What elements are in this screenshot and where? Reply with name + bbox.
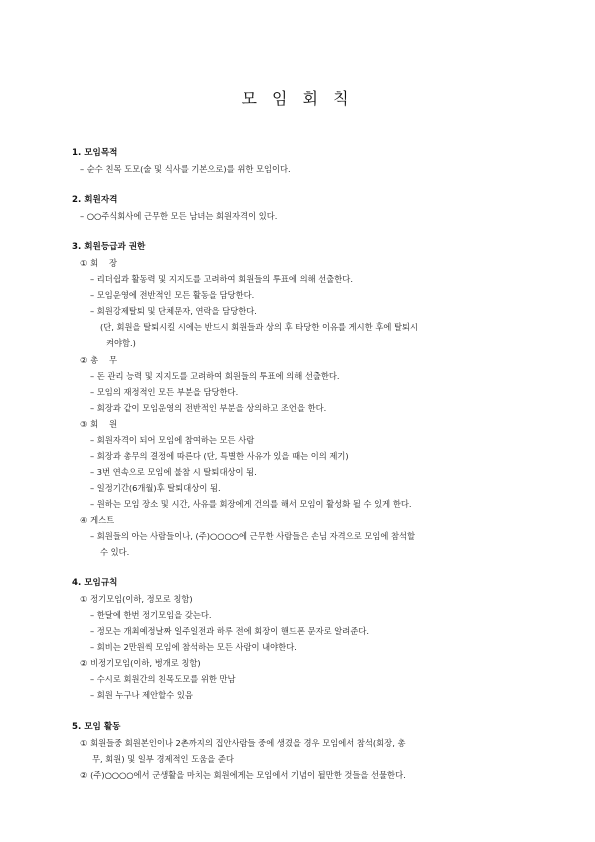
subsection-heading: ④ 게스트 bbox=[80, 515, 115, 525]
section-line: – 회원 누구나 제안할수 있음 bbox=[90, 690, 193, 700]
section-heading: 3. 회원등급과 권한 bbox=[72, 242, 146, 252]
section-line: 무, 회원) 및 일부 경제적인 도움을 준다 bbox=[92, 754, 234, 764]
subsection-heading: ① 회 장 bbox=[80, 258, 118, 268]
section-line: 켜야함.) bbox=[106, 338, 136, 348]
document-title: 모 임 회 칙 bbox=[241, 89, 354, 108]
section-line: 수 있다. bbox=[100, 547, 130, 557]
section-line: – 수시로 회원간의 친목도모를 위한 만남 bbox=[90, 674, 236, 684]
section-line: (단, 회원을 탈퇴시킬 시에는 반드시 회원들과 상의 후 타당한 이유를 게시한 후에 탈퇴시 bbox=[100, 322, 419, 332]
section-line: ② (주)○○○○에서 군생활을 마치는 회원에게는 모임에서 기념이 될만한 것들을 선물한다. bbox=[80, 770, 406, 780]
section-line: – 회원자격이 되어 모임에 참여하는 모든 사람 bbox=[90, 435, 255, 445]
section-heading: 5. 모임 활동 bbox=[72, 722, 121, 732]
section-heading: 2. 회원자격 bbox=[72, 195, 118, 205]
subsection-heading: ① 정기모임(이하, 정모로 칭함) bbox=[80, 594, 193, 604]
section-line: – 돈 관리 능력 및 지지도를 고려하여 회원들의 투표에 의해 선출한다. bbox=[90, 371, 340, 381]
section-line: – 회장과 총무의 결정에 따른다 (단, 특별한 사유가 있을 때는 이의 제기) bbox=[90, 451, 349, 461]
section-heading: 4. 모임규칙 bbox=[72, 578, 118, 588]
section-line: – 회원강제탈퇴 및 단체문자, 연락을 담당한다. bbox=[90, 306, 257, 316]
subsection-heading: ③ 회 원 bbox=[80, 419, 118, 429]
section-line: – 리더쉽과 활동력 및 지지도를 고려하여 회원들의 투표에 의해 선출한다. bbox=[90, 274, 353, 284]
section-line: – 회원들의 아는 사람들이나, (주)○○○○에 근무한 사람들은 손님 자격으로 모임에 참석할 bbox=[90, 531, 416, 541]
section-line: – 정모는 개최예정날짜 일주일전과 하루 전에 회장이 핸드폰 문자로 알려준다. bbox=[90, 626, 369, 636]
section-line: – 순수 친목 도모(술 및 식사를 기본으로)를 위한 모임이다. bbox=[80, 164, 291, 174]
section-line: – 3번 연속으로 모임에 불참 시 탈퇴대상이 됨. bbox=[90, 467, 257, 477]
subsection-heading: ② 비정기모임(이하, 벙개로 칭함) bbox=[80, 658, 201, 668]
section-line: – ○○주식회사에 근무한 모든 남녀는 회원자격이 있다. bbox=[80, 211, 278, 221]
section-line: – 회장과 같이 모임운영의 전반적인 부분을 상의하고 조언을 한다. bbox=[90, 403, 327, 413]
section-line: – 회비는 2만원씩 모임에 참석하는 모든 사람이 내야한다. bbox=[90, 642, 297, 652]
section-line: – 모임운영에 전반적인 모든 활동을 담당한다. bbox=[90, 290, 255, 300]
section-line: – 한달에 한번 정기모임을 갖는다. bbox=[90, 610, 212, 620]
section-line: ① 회원들중 회원본인이나 2촌까지의 집안사람들 중에 생겼을 경우 모임에서 참석(회장, 총 bbox=[80, 738, 406, 748]
section-line: – 원하는 모임 장소 및 시간, 사유를 회장에게 건의를 해서 모임이 활성화 될 수 있게 한다. bbox=[90, 499, 412, 509]
section-heading: 1. 모임목적 bbox=[72, 148, 118, 158]
subsection-heading: ② 총 무 bbox=[80, 355, 118, 365]
section-line: – 일정기간(6개월)후 탈퇴대상이 됨. bbox=[90, 483, 221, 493]
section-line: – 모임의 재정적인 모든 부분을 담당한다. bbox=[90, 387, 239, 397]
